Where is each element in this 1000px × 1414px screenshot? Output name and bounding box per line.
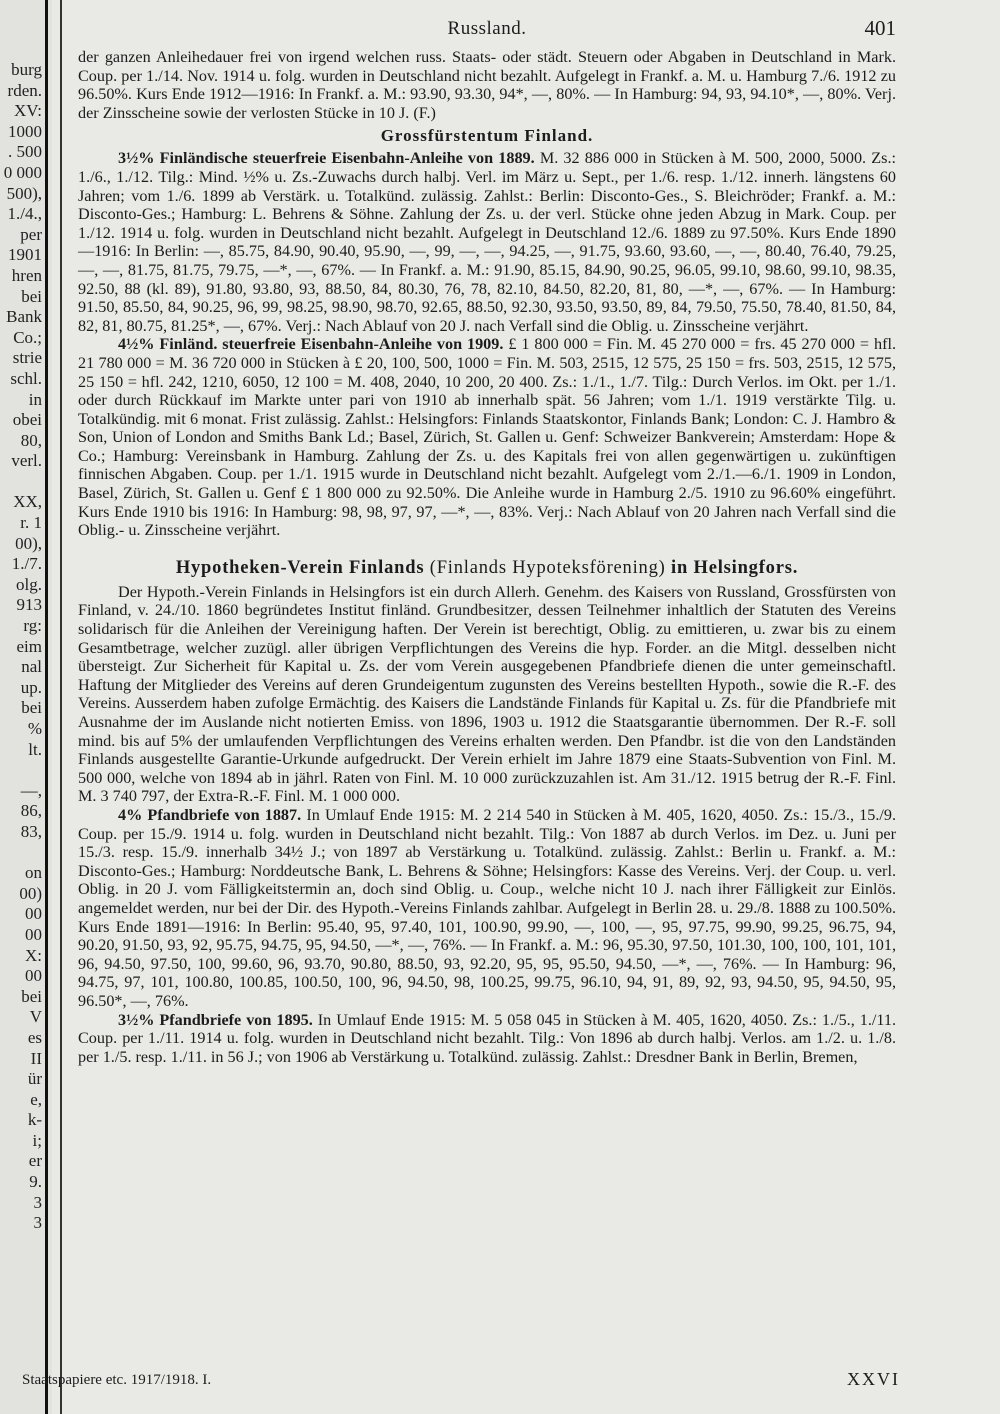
edge-fragment: k- [27, 1110, 42, 1130]
edge-fragment: strie [12, 348, 42, 368]
page-footer [22, 1369, 900, 1394]
loan-1889-title: 3½% Finländische steuerfreie Eisenbahn-Anleihe von 1889. [118, 149, 535, 168]
edge-fragment: obei [12, 410, 42, 430]
edge-fragment: 00), [15, 533, 42, 553]
loan-1909-text: £ 1 800 000 = Fin. M. 45 270 000 = frs. 45 270 000 = hfl. 21 780 000 = M. 36 720 000 in Stücken à £ 20, 100, 500, 1000 = Fin. M. 503, 2515, 12 575, 25 150 = frs. 503, 2515, 12 575, 25 150 = hfl. 242, 1210, 6050, 12 100 = M. 408, 2040, 10 200, 20 400. Zs.: 1./1., 1./7. Tilg.: Durch Verlos. im Okt. per 1./1. oder durch Rückkauf im Markte unter pari von 1910 ab innerhalb spät. 56 Jahren; vom 1./1. 1919 verstärkte Tilg. u. Totalkündig. mit 6 monat. Frist zulässig. Zahlst.: Helsingfors: Finlands Staatskontor, Finlands Bank; London: C. J. Hambro & Son, Union of London and Smiths Bank Ld.; Basel, Zürich, St. Gallen u. Genf: Schweizer Bankverein; Amsterdam: Hope & Co.; Hamburg: Vereinsbank in Hamburg. Zahlung der Zs. u. des Kapitals frei von allen gegenwärtigen u. zukünftigen finnischen Abgaben. Coup. per 1./1. 1915 wurde in Deutschland nicht bezahlt. Aufgelegt vom 2./1.—6./1. 1909 in London, Basel, Zürich, St. Gallen u. Genf £ 1 800 000 zu 92.50%. Die Anleihe wurde in Hamburg 2./5. 1910 zu 96.60% eingeführt. Kurs Ende 1910 bis 1916: In Hamburg: 98, 98, 97, 97, —*, —, 83%. Verj.: Nach Ablauf von 20 Jahren nach Verfall sind die Oblig.- u. Zinsscheine verjährt. [78, 335, 897, 540]
pfandbriefe-1895-title: 3½% Pfandbriefe von 1895. [118, 1010, 313, 1029]
edge-fragment: hren [11, 265, 42, 285]
page-number: 401 [864, 16, 896, 40]
edge-fragment: 1000 [8, 121, 42, 141]
edge-fragment [0, 1399, 42, 1414]
running-title: Russland. [447, 18, 527, 39]
pfandbriefe-1887-title: 4% Pfandbriefe von 1887. [118, 805, 302, 824]
hypothek-heading-tail: in Helsingfors. [671, 557, 799, 578]
pfandbriefe-1887-text: In Umlauf Ende 1915: M. 2 214 540 in Stücken à M. 405, 1620, 4050. Zs.: 15./3., 15./9. Coup. per 15./9. 1914 u. folg. wurden in Deutschland nicht bezahlt. Tilg.: Von 1887 ab durch Verlos. im Dez. u. Juni per 15./3. resp. 15./9. innerhalb 34½ J.; von 1897 ab Verstärkung u. Totalkünd. zulässig. Zahlst.: Berlin u. Frankf. a. M.: Disconto-Ges.; Hamburg: Norddeutsche Bank, L. Behrens & Söhne; Helsingfors: Kasse des Vereins. Verj. der Coup. u. verl. Oblig. in 20 J. vom Fälligkeitstermin an, doch sind Oblig. u. Coup., welche nicht 10 J. nach ihrer Fälligkeit zur Einlös. angemeldet werden, nur bei der Dir. des Hypoth.-Vereins Finlands zahlbar. Aufgelegt in Berlin 28. u. 29./8. 1888 zu 100.50%. Kurs Ende 1891—1916: In Berlin: 95.40, 95, 97.40, 101, 100.90, 99.90, —, 100, —, 95, 97.75, 99.90, 99.25, 96.75, 94, 90.20, 91.50, 93, 92, 95.75, 94.75, 95, 94.50, —*, —, 76%. — In Frankf. a. M.: 96, 95.30, 97.50, 101.30, 100, 100, 101, 101, 96, 94.50, 97.50, 100, 99.60, 96, 93.70, 90.80, 88.50, 93, 92.20, 95, 95, 95.50, 94.50, —*, —, 76%. — In Hamburg: 96, 94.75, 97, 101, 100.80, 100.85, 100.50, 100, 96, 94.50, 98, 100.25, 99.75, 96.10, 94, 91, 89, 92, 93, 94.50, 95, 94.50, 95, 96.50*, —, 76%. [78, 805, 897, 1010]
edge-fragment [0, 1296, 42, 1317]
edge-fragment: % [27, 719, 42, 738]
footer-sheet-mark: XXVI [847, 1369, 900, 1389]
hypothek-heading-main: Hypotheken-Verein Finlands [175, 557, 425, 578]
edge-fragment: —, [20, 780, 42, 800]
edge-fragment: 913 [16, 595, 42, 615]
loan-1889-text: M. 32 886 000 in Stücken à M. 500, 2000, 5000. Zs.: 1./6., 1./12. Tilg.: Mind. ½% u. Zs.-Zuwachs durch halbj. Verl. im März u. Sept., per 1./6. resp. 1./12. innerh. längstens 60 Jahren; vom 1./6. 1899 ab Verstärk. u. Totalkünd. zulässig. Zahlst.: Berlin: Disconto-Ges., S. Bleichröder; Frankf. a. M.: Disconto-Ges.; Hamburg: L. Behrens & Söhne. Zahlung der Zs. u. der verl. Stücke ohne jeden Abzug in Mark. Coup. per 1./12. 1914 u. folg. wurden in Deutschland nicht bezahlt. Aufgelegt in Deutschland 12./6. 1889 zu 97.50%. Kurs Ende 1890—1916: In Berlin: —, 85.75, 84.90, 90.40, 95.90, —, 99, —, —, 94.25, —, 91.75, 93.60, 93.60, —, —, 80.40, 76.40, 79.25, —, —, 81.75, 81.75, 79.75, —*, —, 67%. — In Frankf. a. M.: 91.90, 85.15, 84.90, 90.25, 96.05, 99.10, 98.60, 99.10, 98.35, 92.50, 88 (kl. 89), 91.80, 93.80, 93, 88.50, 84, 80.30, 76, 78, 82.10, 84.50, 82.20, 81, 80, —*, —, 67%. — In Hamburg: 91.50, 85.50, 84, 90.25, 96, 99, 98.25, 98.90, 98.70, 92.65, 88.50, 92.30, 93.50, 93.50, 89, 84, 79.50, 75.50, 78.40, 81.50, 84, 82, 81, 80.75, 81.25*, —, 67%. Verj.: Nach Ablauf von 20 J. nach Verfall sind die Oblig. u. Zinsscheine verjährt. [78, 149, 896, 335]
edge-fragment: per [20, 224, 42, 244]
edge-fragment: r. 1 [20, 513, 42, 533]
edge-fragment: olg. [16, 574, 42, 594]
intro-paragraph: der ganzen Anleihedauer frei von irgend welchen russ. Staats- oder städt. Steuern oder Abgaben in Deutschland in Mark. Coup. per 1./14. Nov. 1914 u. folg. wurden in Deutschland nicht bezahlt. Aufgelegt in Frankf. a. M. u. Hamburg 7./6. 1912 zu 96.50%. Kurs Ende 1912—1916: In Frankf. a. M.: 93.90, 93.30, 94*, —, 80%. — In Hamburg: 94, 93, 94.10*, —, 80%. Verj. der Zinsscheine sowie der verlosten Stücke in 10 J. (F.) [78, 48, 896, 122]
section-heading-hypothek [78, 558, 896, 579]
edge-fragment: 9. [29, 1172, 42, 1192]
edge-fragment [0, 1275, 42, 1296]
edge-fragment [0, 1337, 42, 1358]
hypothek-intro-paragraph: Der Hypoth.-Verein Finlands in Helsingfors ist ein durch Allerh. Genehm. des Kaisers von Russland, Grossfürsten von Finland, v. 24./10. 1860 begründetes Institut finländ. Grundbesitzer, dessen Teilnehmer inhaltlich der Statuten des Vereins solidarisch für die Anleihen der Vereinigung haften. Der Verein ist berechtigt, Oblig. zu emittieren, u. zwar bis zu einem Gesamtbetrage, welcher zuzügl. aller übrigen Verpflichtungen des Vereins die hyp. Forder. an die Mitgl. desselben nicht übersteigt. Zur Sicherheit für Kapital u. Zs. der vom Verein ausgegebenen Pfandbriefe dienen die unter gemeinschaftl. Haftung der Mitglieder des Vereins auf deren Grundeigentum zugunsten des Vereins bestellten Hypoth., sowie die R.-F. des Vereins. Ausserdem haben zufolge Ermächtig. des Kaisers die Landstände Finlands für Kapital u. Zs. für die Pfandbriefe mit Ausnahme der im Auslande nicht notierten Emiss. von 1896, 1903 u. 1912 die Staatsgarantie übernommen. Der R.-F. soll mind. bis auf 5% der umlaufenden Verpflichtungen des Vereins erhalten werden. Den Pfandbr. ist die von den Landständen Finlands ausgestellte Garantie-Urkunde aufgedruckt. Der Verein erhielt im Jahre 1879 eine Staats-Subvention von Finl. M. 500 000, welche von 1894 ab in jährl. Raten von Finl. M. 10 000 zurückzuzahlen ist. Am 31./12. 1915 betrug der R.-F. Finl. M. 3 740 797, der Extra-R.-F. Finl. M. 1 000 000. [78, 582, 896, 806]
book-page [78, 14, 896, 1066]
edge-fragment: 3 [33, 1213, 42, 1233]
edge-fragment: burg [11, 60, 42, 79]
edge-fragment: schl. [10, 368, 42, 388]
edge-fragment: on [25, 863, 42, 883]
edge-fragment: rden. [7, 80, 42, 100]
edge-fragment: in [28, 389, 42, 409]
edge-fragment: eim [16, 636, 42, 656]
edge-fragment: Co.; [13, 327, 42, 347]
edge-fragment: II [30, 1048, 42, 1068]
pfandbriefe-1895-text: In Umlauf Ende 1915: M. 5 058 045 in Stücken à M. 405, 1620, 4050. Zs.: 1./5., 1./11. Coup. per 1./11. 1914 u. folg. wurden in Deutschland nicht bezahlt. Tilg.: Von 1896 ab durch halbj. Verlos. am 1./2. u. 1./8. per 1./5. resp. 1./11. in 56 J.; von 1906 ab Verstärkung u. Totalkünd. zulässig. Zahlst.: Dresdner Bank in Berlin, Bremen, [78, 1010, 897, 1066]
edge-fragment: Bank [6, 307, 42, 327]
edge-fragment: bei [21, 286, 42, 306]
edge-fragment: 00 [25, 904, 42, 924]
pfandbriefe-1895-paragraph [78, 1011, 896, 1067]
edge-fragment: XX, [13, 492, 42, 512]
edge-fragment: . 500 [8, 142, 42, 162]
edge-fragment: bei [21, 986, 42, 1006]
edge-fragment: 00) [19, 883, 42, 903]
edge-fragment: nal [21, 657, 42, 677]
edge-fragment: V [29, 1007, 42, 1027]
pfandbriefe-1887-paragraph [78, 806, 896, 1011]
page-header [78, 14, 896, 48]
edge-fragment: 1901 [8, 245, 42, 265]
edge-fragment: XV: [13, 101, 42, 121]
edge-fragment [0, 472, 42, 493]
edge-fragment: rg: [23, 616, 42, 636]
edge-fragment: er [28, 1151, 42, 1171]
edge-fragment: 500), [6, 183, 42, 203]
edge-fragment: 1./4., [7, 204, 42, 224]
edge-fragment: verl. [11, 451, 42, 471]
loan-1889-paragraph [78, 149, 896, 335]
edge-fragment: bei [21, 698, 42, 718]
edge-fragment: 0 000 [3, 162, 42, 182]
loan-1909-paragraph [78, 335, 896, 540]
footer-signature: Staatspapiere etc. 1917/1918. I. [22, 1372, 212, 1388]
edge-fragment: X: [25, 945, 42, 965]
edge-fragment: 3 [33, 1192, 42, 1212]
binding-shadow [45, 0, 48, 1414]
edge-fragment [0, 760, 42, 781]
edge-fragment: i; [32, 1130, 42, 1150]
edge-fragment [0, 1234, 42, 1255]
edge-fragment: lt. [28, 739, 42, 759]
edge-fragment: 00 [25, 924, 42, 944]
edge-fragment: 86, [20, 801, 42, 821]
page-border-line [60, 0, 62, 1414]
edge-fragment [0, 1316, 42, 1337]
edge-fragment [0, 843, 42, 864]
edge-fragment: 00 [25, 966, 42, 986]
edge-fragment: 80, [20, 430, 42, 450]
adjacent-page-text [0, 60, 42, 1414]
edge-fragment: e, [30, 1089, 42, 1109]
loan-1909-title: 4½% Finländ. steuerfreie Eisenbahn-Anleihe von 1909. [118, 335, 504, 354]
edge-fragment: es [27, 1027, 42, 1047]
edge-fragment [0, 1254, 42, 1275]
hypothek-heading-sub: (Finlands Hypoteksförening) [429, 557, 666, 578]
edge-fragment: 1./7. [11, 554, 42, 574]
edge-fragment: up. [20, 677, 42, 697]
section-heading-finland: Grossfürstentum Finland. [380, 126, 594, 146]
edge-fragment: 83, [20, 821, 42, 841]
adjacent-page-edge [0, 0, 52, 1414]
edge-fragment: ür [27, 1069, 42, 1089]
